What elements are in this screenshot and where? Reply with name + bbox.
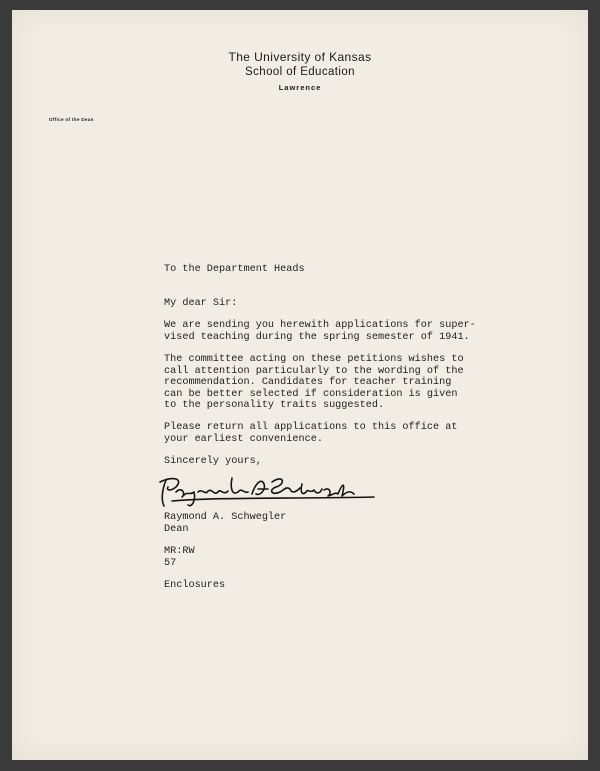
reference-initials: MR:RW xyxy=(164,546,195,557)
closing: Sincerely yours, xyxy=(164,456,262,467)
enclosures: Enclosures xyxy=(164,580,226,591)
paragraph-2-line-5: to the personality traits suggested. xyxy=(164,400,385,411)
paragraph-1-line-2: vised teaching during the spring semester of 1941. xyxy=(164,331,470,343)
paragraph-1-line-1: We are sending you herewith applications for super- xyxy=(164,320,476,331)
signer-title: Dean xyxy=(164,523,189,535)
paragraph-2-line-1: The committee acting on these petitions wishes to xyxy=(164,354,464,365)
reference-number: 57 xyxy=(164,557,177,569)
addressee: To the Department Heads xyxy=(164,264,305,275)
paragraph-2-line-4: can be better selected if consideration is given xyxy=(164,388,458,400)
paragraph-3-line-2: your earliest convenience. xyxy=(164,433,323,445)
paragraph-2-line-3: recommendation. Candidates for teacher training xyxy=(164,377,452,388)
signer-name: Raymond A. Schwegler xyxy=(164,512,287,523)
letterhead-school: School of Education xyxy=(245,66,355,78)
letterhead-city: Lawrence xyxy=(278,83,322,92)
letterhead-university: The University of Kansas xyxy=(228,50,372,64)
office-of-dean: Office of the Dean xyxy=(49,117,94,122)
handwritten-signature xyxy=(152,470,382,510)
salutation: My dear Sir: xyxy=(164,298,238,309)
paragraph-2-line-2: call attention particularly to the wording of the xyxy=(164,365,464,377)
paragraph-3-line-1: Please return all applications to this office at xyxy=(164,422,458,433)
